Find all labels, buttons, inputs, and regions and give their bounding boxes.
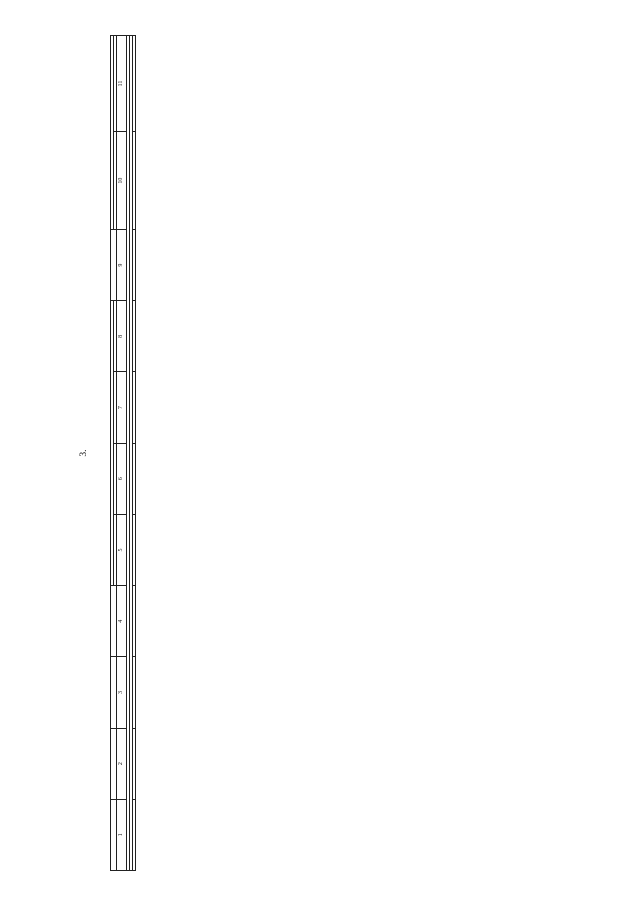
row-fed bbox=[133, 514, 136, 585]
row-total bbox=[133, 585, 136, 656]
row-indicators bbox=[133, 131, 136, 229]
row-local bbox=[133, 371, 136, 442]
table-row bbox=[133, 35, 136, 870]
row-reg bbox=[133, 443, 136, 514]
colnum-11: 11 bbox=[117, 35, 127, 131]
colnum-5: 5 bbox=[117, 514, 127, 585]
colnum-6: 6 bbox=[117, 443, 127, 514]
colnum-9: 9 bbox=[117, 229, 127, 300]
colnum-10: 10 bbox=[117, 131, 127, 229]
colnum-3: 3 bbox=[117, 656, 127, 727]
colnum-2: 2 bbox=[117, 728, 127, 799]
title-line-1: 3. bbox=[79, 448, 89, 457]
column-numbers-row bbox=[117, 35, 127, 870]
row-name bbox=[133, 728, 136, 799]
row-other bbox=[133, 300, 136, 371]
document-title bbox=[78, 23, 90, 883]
budget-table bbox=[110, 35, 136, 871]
rotated-sheet bbox=[20, 23, 620, 883]
colnum-1: 1 bbox=[117, 799, 127, 870]
colnum-7: 7 bbox=[117, 371, 127, 442]
colnum-8: 8 bbox=[117, 300, 127, 371]
row-num bbox=[133, 799, 136, 870]
row-values bbox=[133, 35, 136, 131]
colnum-4: 4 bbox=[117, 585, 127, 656]
row-year bbox=[133, 656, 136, 727]
row-executor bbox=[133, 229, 136, 300]
